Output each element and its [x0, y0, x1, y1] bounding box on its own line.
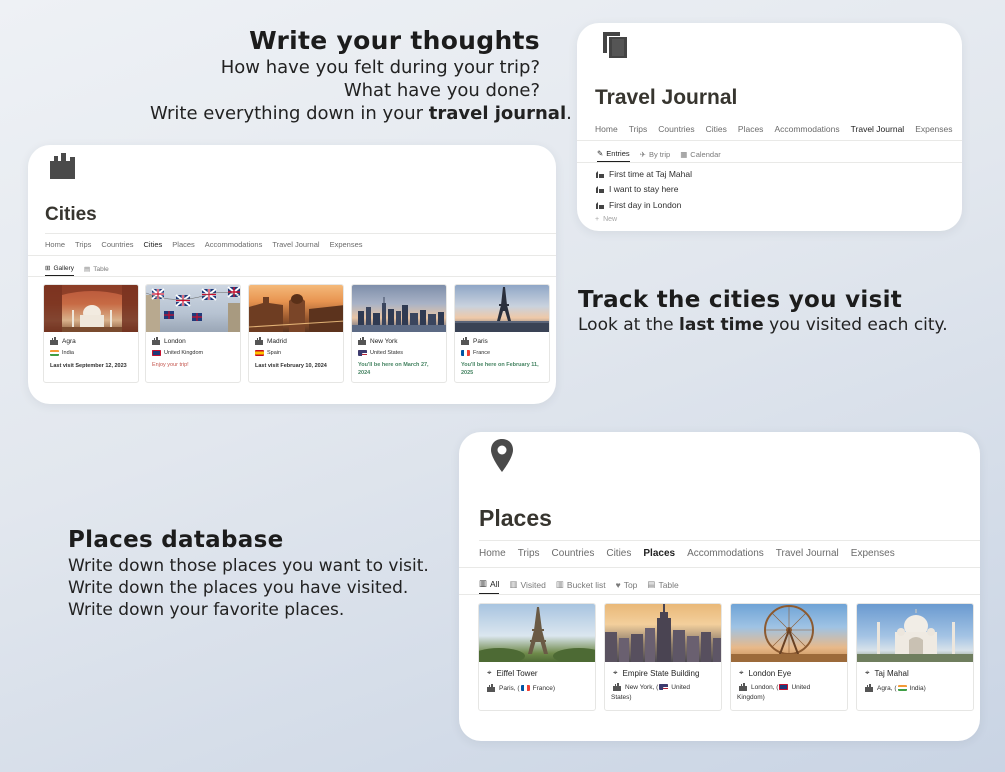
place-name-label: London Eye: [748, 668, 792, 678]
place-location-line-1: Paris, (: [499, 684, 520, 692]
place-location-continued: States): [611, 694, 632, 701]
india-flag-icon: [898, 685, 907, 691]
city-card-agra[interactable]: [43, 284, 139, 383]
city-photo: [146, 285, 240, 332]
city-name: [255, 337, 287, 345]
view-top[interactable]: [616, 580, 638, 594]
view-table-label: Table: [93, 265, 109, 273]
intro-block: [150, 26, 572, 125]
place-location-line-2: United: [791, 683, 811, 691]
city-photo: [352, 285, 446, 332]
places-copy-title: Places database: [68, 527, 284, 553]
nav-places[interactable]: Places: [737, 124, 764, 134]
nav-cities[interactable]: Cities: [705, 124, 727, 134]
india-flag-icon: [50, 350, 59, 356]
pin-icon: ⌖: [613, 668, 618, 677]
city-icon: [461, 337, 469, 345]
place-location-line-2: United: [671, 683, 691, 691]
view-top-label: Top: [623, 579, 638, 590]
city-icon: [255, 337, 263, 345]
place-name-label: Taj Mahal: [874, 668, 909, 678]
journal-entry-icon: [595, 201, 605, 210]
city-visit-note: Enjoy your trip!: [152, 362, 189, 368]
journal-page-icon: [601, 31, 629, 59]
intro-line-3-bold: travel journal: [428, 103, 567, 124]
intro-line-1: How have you felt during your trip?: [220, 57, 540, 78]
view-table-label: Table: [658, 579, 679, 590]
city-visit-note: You'll be here on March 27, 2024: [358, 362, 429, 376]
nav-countries[interactable]: Countries: [551, 548, 595, 559]
journal-entry[interactable]: [595, 184, 678, 194]
journal-entry-icon: [595, 185, 605, 194]
divider: [479, 540, 980, 541]
pen-icon: ✎: [597, 149, 604, 158]
view-table[interactable]: [84, 265, 109, 276]
view-by-trip[interactable]: [640, 150, 671, 162]
intro-line-3: [150, 102, 572, 125]
city-name: [152, 337, 186, 345]
france-flag-icon: [461, 350, 470, 356]
nav-travel-journal[interactable]: Travel Journal: [272, 240, 320, 249]
place-location-continued: Kingdom): [737, 694, 765, 701]
city-card-new-york[interactable]: [351, 284, 447, 383]
divider: [459, 594, 980, 595]
france-flag-icon: [521, 685, 530, 691]
place-location-line-1: London, (: [751, 683, 779, 691]
pin-icon: ⌖: [865, 668, 870, 677]
track-line: [578, 314, 958, 336]
nav-travel-journal[interactable]: Travel Journal: [850, 124, 905, 134]
city-photo: [44, 285, 138, 332]
place-location: [487, 684, 555, 692]
intro-title: Write your thoughts: [249, 26, 540, 55]
city-photo: [249, 285, 343, 332]
gallery-icon: ⊞: [45, 265, 51, 272]
place-photo: [731, 604, 847, 662]
journal-views: [597, 149, 721, 163]
place-name: [865, 668, 909, 678]
nav-travel-journal[interactable]: Travel Journal: [775, 548, 839, 559]
places-copy-block: [68, 525, 448, 621]
city-icon: [487, 684, 495, 692]
city-name-label: Paris: [473, 337, 488, 345]
track-prefix: Look at the: [578, 315, 680, 335]
pin-icon: ⌖: [739, 668, 744, 677]
places-card: [459, 432, 980, 741]
journal-nav: [595, 124, 953, 134]
city-icon: [358, 337, 366, 345]
nav-accommodations[interactable]: Accommodations: [204, 240, 263, 249]
nav-trips[interactable]: Trips: [628, 124, 648, 134]
page-title: Travel Journal: [595, 86, 738, 109]
uk-flag-icon: [152, 350, 161, 356]
divider: [28, 255, 556, 256]
nav-trips[interactable]: Trips: [75, 240, 92, 249]
view-all[interactable]: [479, 578, 499, 595]
us-flag-icon: [659, 684, 668, 690]
track-bold: last time: [679, 315, 764, 335]
nav-countries[interactable]: Countries: [101, 240, 134, 249]
view-bucket-list[interactable]: [556, 579, 606, 594]
city-name-label: London: [164, 337, 186, 345]
travel-journal-card: [577, 23, 962, 231]
page-title: Cities: [45, 204, 97, 225]
city-country-label: United Kingdom: [164, 350, 204, 356]
place-name: [487, 668, 538, 678]
city-country-label: India: [62, 350, 74, 356]
uk-flag-icon: [779, 684, 788, 690]
city-icon: [613, 683, 621, 691]
nav-countries[interactable]: Countries: [658, 124, 695, 134]
view-all-label: All: [490, 578, 500, 589]
city-country: [255, 350, 281, 356]
city-country-label: Spain: [267, 350, 282, 356]
places-views: [479, 578, 679, 595]
city-visit-note: Last visit February 10, 2024: [255, 363, 327, 369]
place-name-label: Eiffel Tower: [496, 668, 538, 678]
cities-nav: [45, 240, 363, 249]
nav-trips[interactable]: Trips: [517, 548, 540, 559]
place-photo: [605, 604, 721, 662]
intro-line-3-suffix: .: [566, 103, 572, 124]
nav-home[interactable]: Home: [595, 124, 618, 134]
nav-accommodations[interactable]: Accommodations: [774, 124, 840, 134]
city-icon: [865, 684, 873, 692]
city-name-label: Madrid: [267, 337, 287, 345]
view-calendar[interactable]: [680, 150, 721, 162]
track-title: Track the cities you visit: [578, 287, 903, 313]
city-icon: [739, 683, 747, 691]
place-card-eiffel-tower[interactable]: [478, 603, 596, 711]
new-entry-label: New: [603, 216, 618, 223]
places-copy-line-2: Write down the places you have visited.: [68, 578, 409, 598]
view-entries-label: Entries: [606, 149, 630, 158]
city-name-label: New York: [370, 337, 398, 345]
table-icon: ▤: [84, 266, 91, 273]
nav-expenses[interactable]: Expenses: [329, 240, 363, 249]
place-location: [865, 684, 926, 692]
nav-places[interactable]: Places: [643, 548, 676, 559]
nav-cities[interactable]: Cities: [606, 548, 632, 559]
city-country: [461, 350, 490, 356]
city-icon: [50, 337, 58, 345]
city-card-paris[interactable]: [454, 284, 550, 383]
nav-accommodations[interactable]: Accommodations: [687, 548, 764, 559]
view-bucket-list-label: Bucket list: [566, 579, 606, 590]
place-name-label: Empire State Building: [622, 668, 700, 678]
page-title: Places: [479, 505, 552, 531]
view-table[interactable]: [647, 579, 678, 594]
track-block: [578, 286, 958, 336]
divider: [577, 162, 962, 163]
divider: [459, 567, 980, 568]
city-page-icon: [49, 153, 77, 179]
intro-line-3-prefix: Write everything down in your: [150, 103, 429, 124]
city-card-london[interactable]: [145, 284, 241, 383]
pin-icon: ⌖: [487, 668, 492, 677]
journal-entry[interactable]: [595, 200, 681, 210]
places-nav: [479, 548, 895, 559]
cities-card: [28, 145, 556, 404]
place-photo: [479, 604, 595, 662]
nav-expenses[interactable]: Expenses: [915, 124, 953, 134]
city-country-label: United States: [370, 350, 404, 356]
place-name: [613, 668, 699, 678]
place-location-line-2: France): [532, 684, 555, 692]
city-name: [358, 337, 397, 345]
view-visited-label: Visited: [520, 579, 546, 590]
track-suffix: you visited each city.: [763, 315, 948, 335]
city-visit-note: You'll be here on February 11, 2025: [461, 362, 539, 376]
view-by-trip-label: By trip: [648, 150, 671, 159]
place-location: [613, 683, 690, 691]
intro-line-2: What have you done?: [343, 80, 540, 101]
city-country: [50, 350, 74, 356]
plane-icon: ✈: [639, 150, 646, 159]
map-icon: ▥: [555, 579, 564, 589]
heart-icon: ♥: [615, 579, 621, 590]
spain-flag-icon: [255, 350, 264, 356]
city-name-label: Agra: [62, 337, 76, 345]
place-location-line-1: New York, (: [625, 683, 659, 691]
view-entries[interactable]: [597, 149, 630, 163]
place-card-london-eye[interactable]: [730, 603, 848, 711]
view-gallery-label: Gallery: [53, 264, 75, 272]
place-location: [739, 683, 810, 691]
divider: [577, 140, 962, 141]
city-name: [461, 337, 488, 345]
city-country: [152, 350, 203, 356]
us-flag-icon: [358, 350, 367, 356]
place-location-line-2: India): [909, 684, 926, 692]
table-icon: ▤: [647, 579, 656, 589]
place-card-taj-mahal[interactable]: [856, 603, 974, 711]
place-location-line-1: Agra, (: [877, 684, 897, 692]
map-icon: ▥: [509, 579, 518, 589]
calendar-icon: ▦: [680, 150, 688, 159]
plus-icon: +: [595, 216, 600, 223]
places-copy-line-3: Write down your favorite places.: [68, 600, 345, 620]
journal-entry-title: I want to stay here: [609, 184, 679, 194]
journal-entry-icon: [595, 170, 605, 179]
divider: [28, 276, 556, 277]
city-photo: [455, 285, 549, 332]
place-photo: [857, 604, 973, 662]
city-icon: [152, 337, 160, 345]
journal-entry-title: First day in London: [609, 200, 682, 210]
city-country: [358, 350, 403, 356]
view-calendar-label: Calendar: [690, 150, 721, 159]
city-visit-note: Last visit September 12, 2023: [50, 363, 127, 369]
places-copy-line-1: Write down those places you want to visit.: [68, 556, 429, 576]
nav-places[interactable]: Places: [172, 240, 195, 249]
location-pin-icon: [489, 438, 515, 474]
new-entry-button[interactable]: [595, 216, 617, 223]
journal-entry-title: First time at Taj Mahal: [609, 169, 692, 179]
divider: [45, 233, 556, 234]
nav-home[interactable]: Home: [45, 240, 66, 249]
nav-cities[interactable]: Cities: [143, 240, 163, 249]
place-name: [739, 668, 791, 678]
journal-entry[interactable]: [595, 169, 692, 179]
city-card-madrid[interactable]: [248, 284, 344, 383]
city-name: [50, 337, 76, 345]
view-visited[interactable]: [509, 579, 545, 594]
nav-home[interactable]: Home: [479, 548, 506, 559]
place-card-empire-state-building[interactable]: [604, 603, 722, 711]
city-country-label: France: [473, 350, 491, 356]
nav-expenses[interactable]: Expenses: [850, 548, 895, 559]
map-icon: ▥: [479, 578, 488, 588]
